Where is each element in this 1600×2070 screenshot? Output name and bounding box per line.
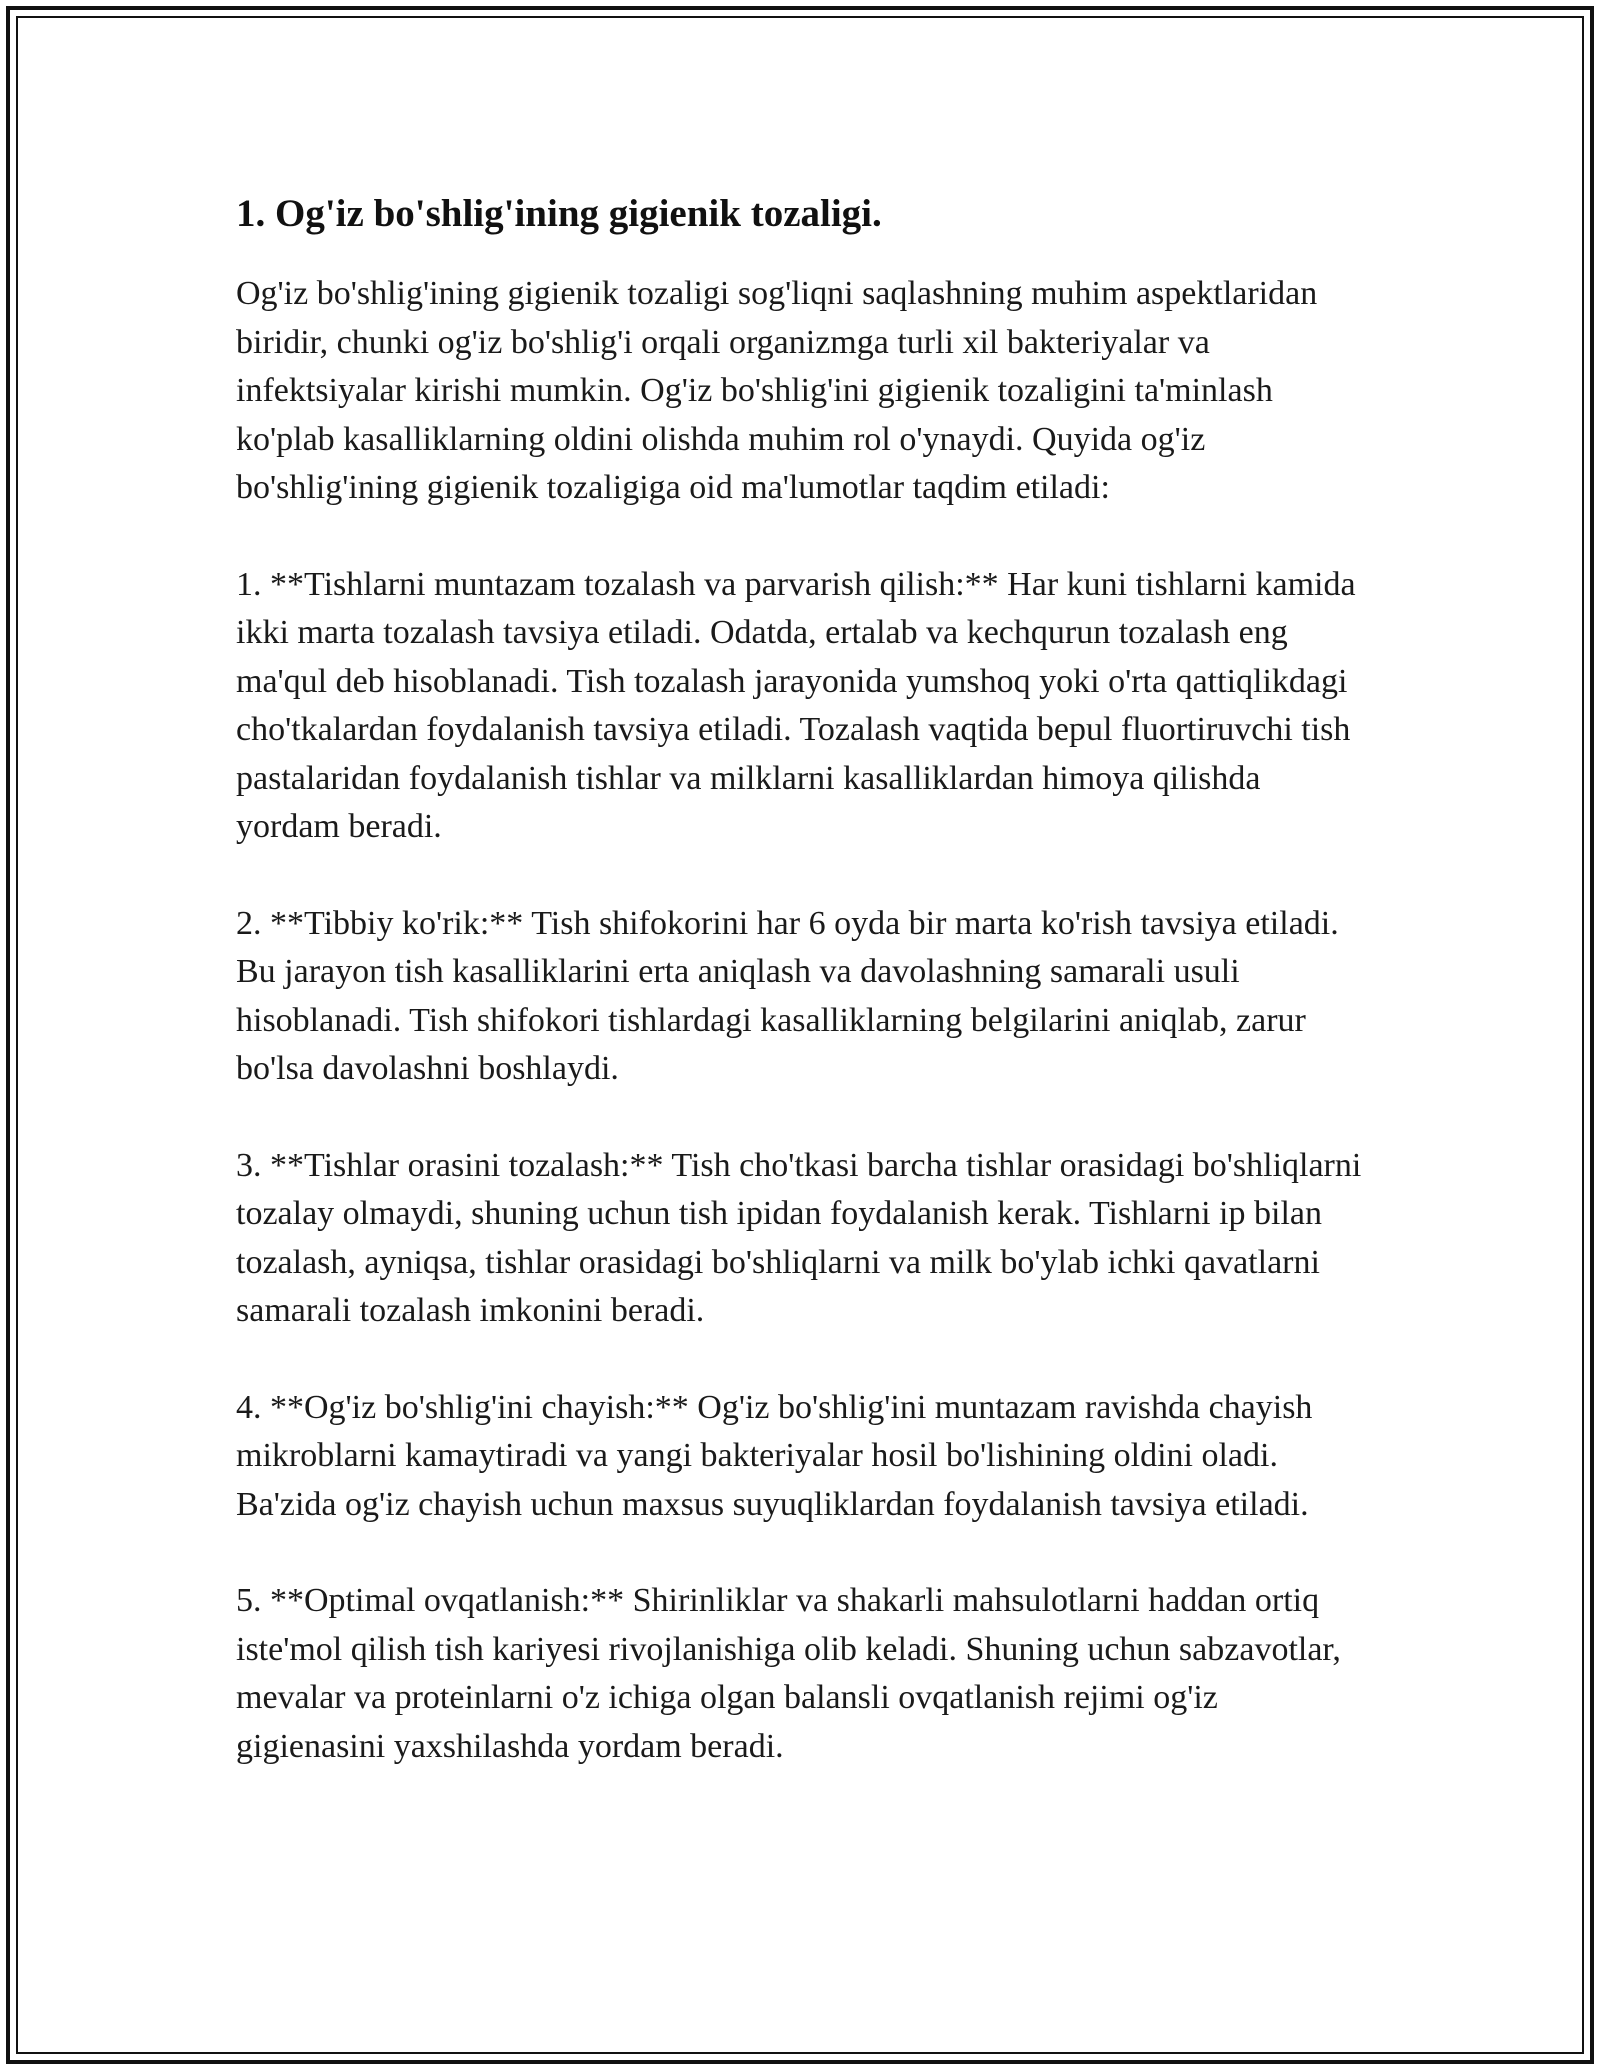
document-title: 1. Og'iz bo'shlig'ining gigienik tozaligi. (236, 192, 882, 235)
list-item-nutrition: 5. **Optimal ovqatlanish:** Shirinliklar va shakarli mahsulotlarni haddan ortiq iste'mol qilish tish kariyesi rivojlanishiga olib keladi. Shuning uchun sabzavotlar, mevalar va proteinlarni o'z ichiga olgan balansli ovqatlanish rejimi og'iz gigienasini yaxshilashda yordam beradi. (236, 1582, 1341, 1765)
list-item-checkup: 2. **Tibbiy ko'rik:** Tish shifokorini har 6 oyda bir marta ko'rish tavsiya etiladi. Bu jarayon tish kasalliklarini erta aniqlash va davolashning samarali usuli hisoblanadi. Tish shifokori tishlardagi kasalliklarning belgilarini aniqlab, zarur bo'lsa davolashni boshlaydi. (236, 904, 1339, 1087)
list-item-brushing: 1. **Tishlarni muntazam tozalash va parvarish qilish:** Har kuni tishlarni kamida ikki marta tozalash tavsiya etiladi. Odatda, ertalab va kechqurun tozalash eng ma'qul deb hisoblanadi. Tish tozalash jarayonida yumshoq yoki o'rta qattiqlikdagi cho'tkalardan foydalanish tavsiya etiladi. Tozalash vaqtida bepul fluortiruvchi tish pastalaridan foydalanish tishlar va milklarni kasalliklardan himoya qilishda yordam beradi. (236, 565, 1356, 845)
intro-paragraph: Og'iz bo'shlig'ining gigienik tozaligi sog'liqni saqlashning muhim aspektlaridan biridir, chunki og'iz bo'shlig'i orqali organizmga turli xil bakteriyalar va infektsiyalar kirishi mumkin. Og'iz bo'shlig'ini gigienik tozaligini ta'minlash ko'plab kasalliklarning oldini olishda muhim rol o'ynaydi. Quyida og'iz bo'shlig'ining gigienik tozaligiga oid ma'lumotlar taqdim etiladi: (236, 275, 1318, 506)
list-item-flossing: 3. **Tishlar orasini tozalash:** Tish cho'tkasi barcha tishlar orasidagi bo'shliqlarni tozalay olmaydi, shuning uchun tish ipidan foydalanish kerak. Tishlarni ip bilan tozalash, ayniqsa, tishlar orasidagi bo'shliqlarni va milk bo'ylab ichki qavatlarni samarali tozalash imkonini beradi. (236, 1146, 1362, 1329)
document-body (236, 186, 1366, 1771)
list-item-rinsing: 4. **Og'iz bo'shlig'ini chayish:** Og'iz bo'shlig'ini muntazam ravishda chayish mikroblarni kamaytiradi va yangi bakteriyalar hosil bo'lishining oldini oladi. Ba'zida og'iz chayish uchun maxsus suyuqliklardan foydalanish tavsiya etiladi. (236, 1388, 1313, 1523)
